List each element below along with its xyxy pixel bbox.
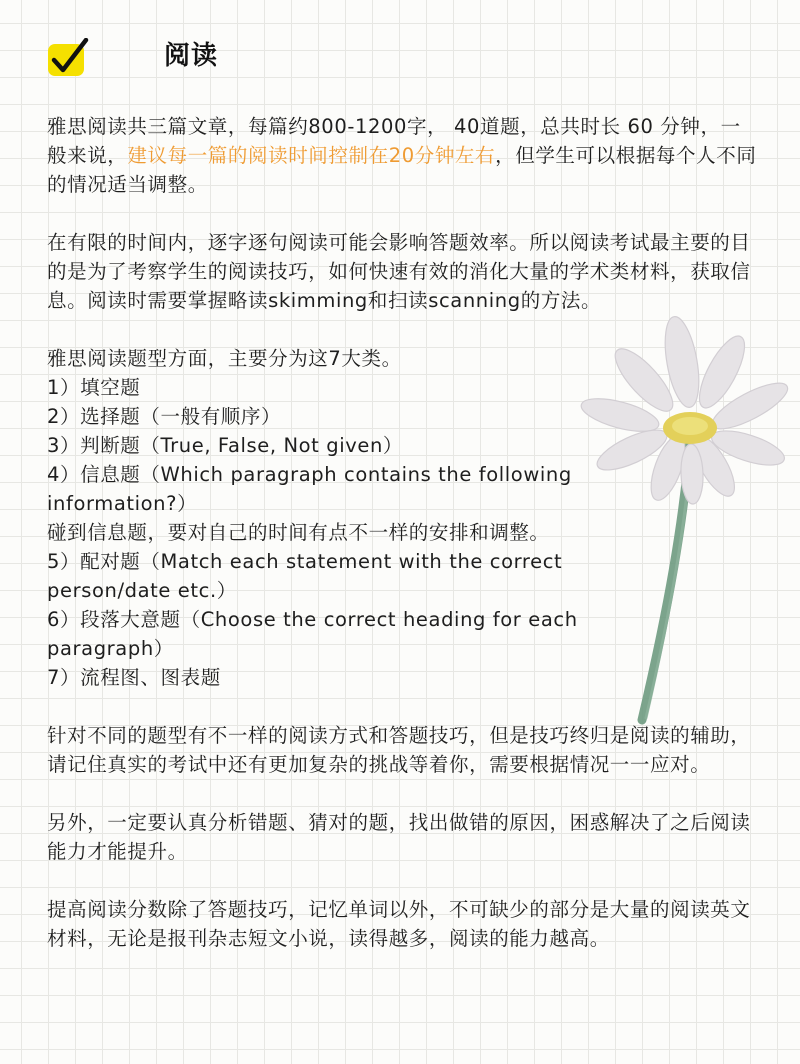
- intro-text: 雅思阅读共三篇文章，每篇约800-1200字， 40道题，总共时长 60 分钟，一般来说，: [47, 115, 741, 167]
- strategy-paragraph: 在有限的时间内，逐字逐句阅读可能会影响答题效率。所以阅读考试最主要的目的是为了考察学生的阅读技巧，如何快速有效的消化大量的学术类材料，获取信息。阅读时需要掌握略读skimming和扫读scanning的方法。: [47, 231, 751, 312]
- review-paragraph: 另外，一定要认真分析错题、猜对的题，找出做错的原因，困惑解决了之后阅读能力才能提升。: [47, 811, 751, 863]
- page-title: 阅读: [164, 41, 219, 71]
- list-item: 3）判断题（True, False, Not given）: [47, 434, 404, 457]
- list-item: 2）选择题（一般有顺序）: [47, 405, 282, 428]
- section-header: [46, 28, 346, 88]
- closing-paragraph: 提高阅读分数除了答题技巧，记忆单词以外，不可缺少的部分是大量的阅读英文材料，无论是报刊杂志短文小说，读得越多，阅读的能力越高。: [47, 898, 751, 950]
- list-item: 5）配对题（Match each statement with the correct person/date etc.）: [47, 550, 563, 602]
- list-item: 1）填空题: [47, 376, 141, 399]
- list-item: 7）流程图、图表题: [47, 666, 221, 689]
- intro-text-end: ，但学生可以根据每个人不同的情况适当调整。: [47, 144, 757, 196]
- techniques-paragraph: 针对不同的题型有不一样的阅读方式和答题技巧，但是技巧终归是阅读的辅助，请记住真实的考试中还有更加复杂的挑战等着你，需要根据情况一一应对。: [47, 724, 751, 776]
- list-note: 碰到信息题，要对自己的时间有点不一样的安排和调整。: [47, 521, 550, 544]
- daisy-flower-illustration: [572, 310, 800, 730]
- list-item: 6）段落大意题（Choose the correct heading for each paragraph）: [47, 608, 578, 660]
- highlighted-advice: 建议每一篇的阅读时间控制在20分钟左右: [127, 144, 496, 167]
- types-intro: 雅思阅读题型方面，主要分为这7大类。: [47, 347, 402, 370]
- intro-paragraph: [47, 112, 757, 199]
- checkmark-icon: [46, 38, 90, 78]
- list-item: 4）信息题（Which paragraph contains the following information?）: [47, 463, 572, 515]
